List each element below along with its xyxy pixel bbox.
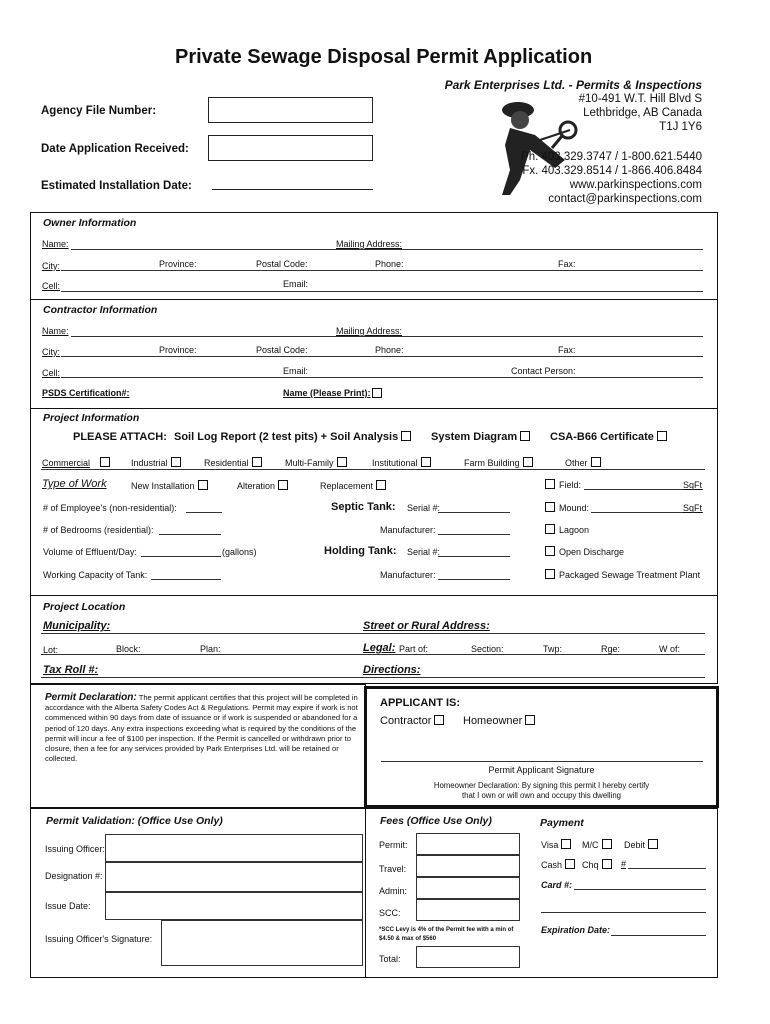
csa-checkbox[interactable]: [657, 431, 667, 441]
contractor-section: [30, 299, 718, 409]
owner-fax-label: Fax:: [558, 259, 576, 269]
company-name: Park Enterprises Ltd. - Permits & Inspections: [444, 78, 702, 92]
officer-signature-input[interactable]: [161, 920, 363, 966]
type-of-work-label: Type of Work: [42, 478, 107, 490]
commercial-checkbox[interactable]: [100, 457, 110, 467]
pay-num-label: #: [621, 859, 627, 869]
applicant-section: [364, 686, 719, 808]
issue-date-input[interactable]: [105, 892, 363, 920]
municipality-label: Municipality:: [43, 620, 111, 632]
applicant-homeowner-checkbox[interactable]: [525, 715, 535, 725]
page-title: Private Sewage Disposal Permit Application: [175, 46, 593, 68]
owner-cell-label: Cell:: [42, 281, 61, 291]
septic-serial-label: Serial #:: [407, 503, 441, 513]
tax-roll-label: Tax Roll #:: [43, 664, 99, 676]
capacity-line[interactable]: [151, 579, 221, 580]
agency-file-label: Agency File Number:: [41, 105, 157, 117]
soil-log-checkbox[interactable]: [401, 431, 411, 441]
owner-email-label: Email:: [283, 279, 309, 289]
cat-residential: Residential: [204, 457, 262, 468]
field-label: Field:: [559, 480, 582, 490]
alteration-checkbox[interactable]: [278, 480, 288, 490]
location-section: [30, 595, 718, 684]
industrial-checkbox[interactable]: [171, 457, 181, 467]
applicant-contractor: Contractor: [380, 715, 444, 727]
contractor-province-label: Province:: [159, 345, 197, 355]
contractor-city-line[interactable]: [61, 356, 703, 357]
contractor-postal-label: Postal Code:: [256, 345, 308, 355]
fee-scc-input[interactable]: [416, 899, 520, 921]
work-alteration: Alteration: [237, 480, 288, 491]
psds-label: PSDS Certification#:: [42, 388, 130, 398]
new-install-checkbox[interactable]: [198, 480, 208, 490]
applicant-contractor-checkbox[interactable]: [434, 715, 444, 725]
cat-other: Other: [565, 457, 601, 468]
validation-section: [30, 808, 366, 978]
fee-admin-input[interactable]: [416, 877, 520, 899]
lagoon-checkbox[interactable]: [545, 524, 555, 534]
cat-industrial: Industrial: [131, 457, 181, 468]
location-title: Project Location: [43, 601, 126, 613]
fee-travel-input[interactable]: [416, 855, 520, 877]
fee-travel-label: Travel:: [379, 864, 407, 874]
owner-mailing-label: Mailing Address:: [336, 239, 403, 249]
employees-label: # of Employee's (non-residential):: [43, 503, 177, 513]
applicant-title: APPLICANT IS:: [380, 697, 461, 709]
cat-farm: Farm Building: [464, 457, 533, 468]
pay-chq: Chq: [582, 859, 612, 870]
pay-cash: Cash: [541, 859, 575, 870]
attach-label: PLEASE ATTACH:: [73, 431, 167, 443]
declaration-title: Permit Declaration:: [45, 692, 137, 703]
septic-label: Septic Tank:: [331, 501, 396, 513]
lot-label: Lot:: [43, 645, 59, 655]
est-install-label: Estimated Installation Date:: [41, 180, 192, 192]
company-fax: Fx. 403.329.8514 / 1-866.406.8484: [522, 165, 702, 177]
contractor-city-label: City:: [42, 347, 60, 357]
pay-num-line[interactable]: [628, 868, 706, 869]
multifamily-checkbox[interactable]: [337, 457, 347, 467]
designation-label: Designation #:: [45, 871, 103, 881]
fees-section: [365, 808, 718, 978]
cat-multifamily: Multi-Family: [285, 457, 347, 468]
mound-label: Mound:: [559, 503, 590, 513]
owner-section: [30, 212, 718, 300]
date-received-label: Date Application Received:: [41, 143, 189, 155]
owner-city-line[interactable]: [61, 270, 703, 271]
legal-line[interactable]: [41, 654, 705, 655]
lagoon-label: Lagoon: [559, 525, 590, 535]
designation-input[interactable]: [105, 862, 363, 892]
packaged-checkbox[interactable]: [545, 569, 555, 579]
septic-manufacturer-line[interactable]: [438, 534, 510, 535]
project-title: Project Information: [43, 412, 140, 424]
validation-title: Permit Validation: (Office Use Only): [46, 815, 223, 827]
effluent-line[interactable]: [141, 556, 221, 557]
owner-postal-label: Postal Code:: [256, 259, 308, 269]
holding-label: Holding Tank:: [324, 545, 397, 557]
est-install-input[interactable]: [212, 178, 373, 190]
packaged-label: Packaged Sewage Treatment Plant: [559, 570, 701, 580]
homeowner-declaration-2: that I own or will own and occupy this dwelling: [461, 791, 622, 800]
category-line: [41, 469, 705, 470]
fee-admin-label: Admin:: [379, 886, 408, 896]
fees-title: Fees (Office Use Only): [380, 815, 492, 827]
bedrooms-label: # of Bedrooms (residential):: [43, 525, 154, 535]
tax-roll-line[interactable]: [41, 677, 705, 678]
officer-input[interactable]: [105, 834, 363, 862]
mc-checkbox[interactable]: [602, 839, 612, 849]
attach-soil-log: Soil Log Report (2 test pits) + Soil Analysis: [174, 431, 411, 443]
farm-checkbox[interactable]: [523, 457, 533, 467]
work-new: New Installation: [131, 480, 208, 491]
contractor-name-line[interactable]: [71, 336, 703, 337]
plan-label: Plan:: [200, 644, 221, 654]
project-section: [30, 408, 718, 596]
contractor-name-label: Name:: [42, 326, 69, 336]
fee-permit-input[interactable]: [416, 833, 520, 855]
contractor-contact-label: Contact Person:: [511, 366, 576, 376]
contractor-mailing-label: Mailing Address:: [336, 326, 403, 336]
company-info: [445, 78, 702, 206]
open-discharge-label: Open Discharge: [559, 547, 625, 557]
fee-permit-label: Permit:: [379, 840, 408, 850]
attach-system-diagram: System Diagram: [431, 431, 530, 443]
holding-manufacturer-line[interactable]: [438, 579, 510, 580]
section-label: Section:: [471, 644, 504, 654]
declaration-text: The permit applicant certifies that this project will be completed in accordance with the Alberta Safety Codes Act & Regulations. Permit may expire if work is not commenced within 90 days from date of issuance or if work is suspended or abandoned for a period of 120 days. Any extra inspections exceeding what is required by the conditions of the permit will incur a fee of $100 per inspection. If the Permit is cancelled or withdrawn prior to closure, then a fee for any services provided by Park Enterprises Ltd. will be retained or collected.: [45, 693, 358, 764]
cash-checkbox[interactable]: [565, 859, 575, 869]
company-postal: T1J 1Y6: [659, 121, 702, 133]
declaration-section: [30, 684, 366, 808]
bedrooms-line[interactable]: [159, 534, 221, 535]
print-name-checkbox[interactable]: [372, 388, 382, 398]
part-of-label: Part of:: [399, 644, 429, 654]
print-name-label: Name (Please Print):: [283, 388, 371, 398]
company-phone: Ph. 403.329.3747 / 1-800.621.5440: [521, 151, 702, 163]
company-address1: #10-491 W.T. Hill Blvd S: [578, 93, 702, 105]
pay-mc: M/C: [582, 839, 612, 850]
pay-visa: Visa: [541, 839, 571, 850]
debit-checkbox[interactable]: [648, 839, 658, 849]
visa-checkbox[interactable]: [561, 839, 571, 849]
contractor-fax-label: Fax:: [558, 345, 576, 355]
employees-line[interactable]: [186, 512, 222, 513]
rge-label: Rge:: [601, 644, 621, 654]
w-of-label: W of:: [659, 644, 681, 654]
field-checkbox[interactable]: [545, 479, 555, 489]
expiration-label: Expiration Date:: [541, 925, 611, 935]
capacity-label: Working Capacity of Tank:: [43, 570, 148, 580]
contractor-phone-label: Phone:: [375, 345, 404, 355]
system-diagram-checkbox[interactable]: [520, 431, 530, 441]
expiration-line[interactable]: [611, 935, 706, 936]
payment-title: Payment: [540, 817, 584, 829]
other-checkbox[interactable]: [591, 457, 601, 467]
holding-manufacturer-label: Manufacturer:: [380, 570, 436, 580]
company-web: www.parkinspections.com: [569, 179, 702, 191]
municipality-line[interactable]: [41, 633, 705, 634]
legal-label: Legal:: [363, 642, 396, 654]
homeowner-declaration: Homeowner Declaration: By signing this permit I hereby certify: [433, 781, 650, 790]
owner-title: Owner Information: [43, 217, 137, 229]
fee-total-input[interactable]: [416, 946, 520, 968]
chq-checkbox[interactable]: [602, 859, 612, 869]
card-label: Card #:: [541, 880, 573, 890]
replacement-checkbox[interactable]: [376, 480, 386, 490]
contractor-cell-line[interactable]: [61, 377, 703, 378]
officer-label: Issuing Officer:: [45, 844, 105, 854]
street-label: Street or Rural Address:: [363, 620, 490, 632]
card-line[interactable]: [574, 889, 706, 890]
owner-city-label: City:: [42, 261, 60, 271]
applicant-signature-line[interactable]: [381, 761, 703, 762]
cat-institutional: Institutional: [372, 457, 431, 468]
residential-checkbox[interactable]: [252, 457, 262, 467]
fee-total-label: Total:: [379, 954, 401, 964]
holding-serial-label: Serial #:: [407, 547, 441, 557]
gallons-label: (gallons): [222, 547, 257, 557]
pay-debit: Debit: [624, 839, 658, 850]
septic-manufacturer-label: Manufacturer:: [380, 525, 436, 535]
contractor-title: Contractor Information: [43, 304, 158, 316]
owner-name-label: Name:: [42, 239, 69, 249]
field-sqft: SqFt: [683, 480, 703, 490]
attach-csa: CSA-B66 Certificate: [550, 431, 667, 443]
contractor-email-label: Email:: [283, 366, 309, 376]
work-replacement: Replacement: [320, 480, 386, 491]
agency-file-input[interactable]: [208, 97, 373, 123]
effluent-label: Volume of Effluent/Day:: [43, 547, 137, 557]
mound-sqft: SqFt: [683, 503, 703, 513]
cat-commercial: Commercial: [42, 457, 110, 468]
scc-note: *SCC Levy is 4% of the Permit fee with a min of $4.50 & max of $560: [379, 927, 514, 942]
owner-cell-line[interactable]: [61, 291, 703, 292]
applicant-signature-label: Permit Applicant Signature: [488, 765, 595, 775]
open-discharge-checkbox[interactable]: [545, 546, 555, 556]
date-received-input[interactable]: [208, 135, 373, 161]
contractor-cell-label: Cell:: [42, 368, 61, 378]
company-email: contact@parkinspections.com: [548, 193, 702, 205]
applicant-homeowner: Homeowner: [463, 715, 535, 727]
directions-label: Directions:: [363, 664, 421, 676]
declaration-text-block: [45, 693, 361, 764]
owner-phone-label: Phone:: [375, 259, 404, 269]
holding-serial-line[interactable]: [438, 556, 510, 557]
owner-province-label: Province:: [159, 259, 197, 269]
septic-serial-line[interactable]: [438, 512, 510, 513]
owner-name-line[interactable]: [71, 249, 703, 250]
block-label: Block:: [116, 644, 141, 654]
twp-label: Twp:: [543, 644, 563, 654]
officer-signature-label: Issuing Officer's Signature:: [45, 934, 153, 944]
fee-scc-label: SCC:: [379, 908, 401, 918]
company-address2: Lethbridge, AB Canada: [583, 107, 702, 119]
mound-checkbox[interactable]: [545, 502, 555, 512]
issue-date-label: Issue Date:: [45, 901, 91, 911]
card-line-2[interactable]: [541, 912, 706, 913]
institutional-checkbox[interactable]: [421, 457, 431, 467]
